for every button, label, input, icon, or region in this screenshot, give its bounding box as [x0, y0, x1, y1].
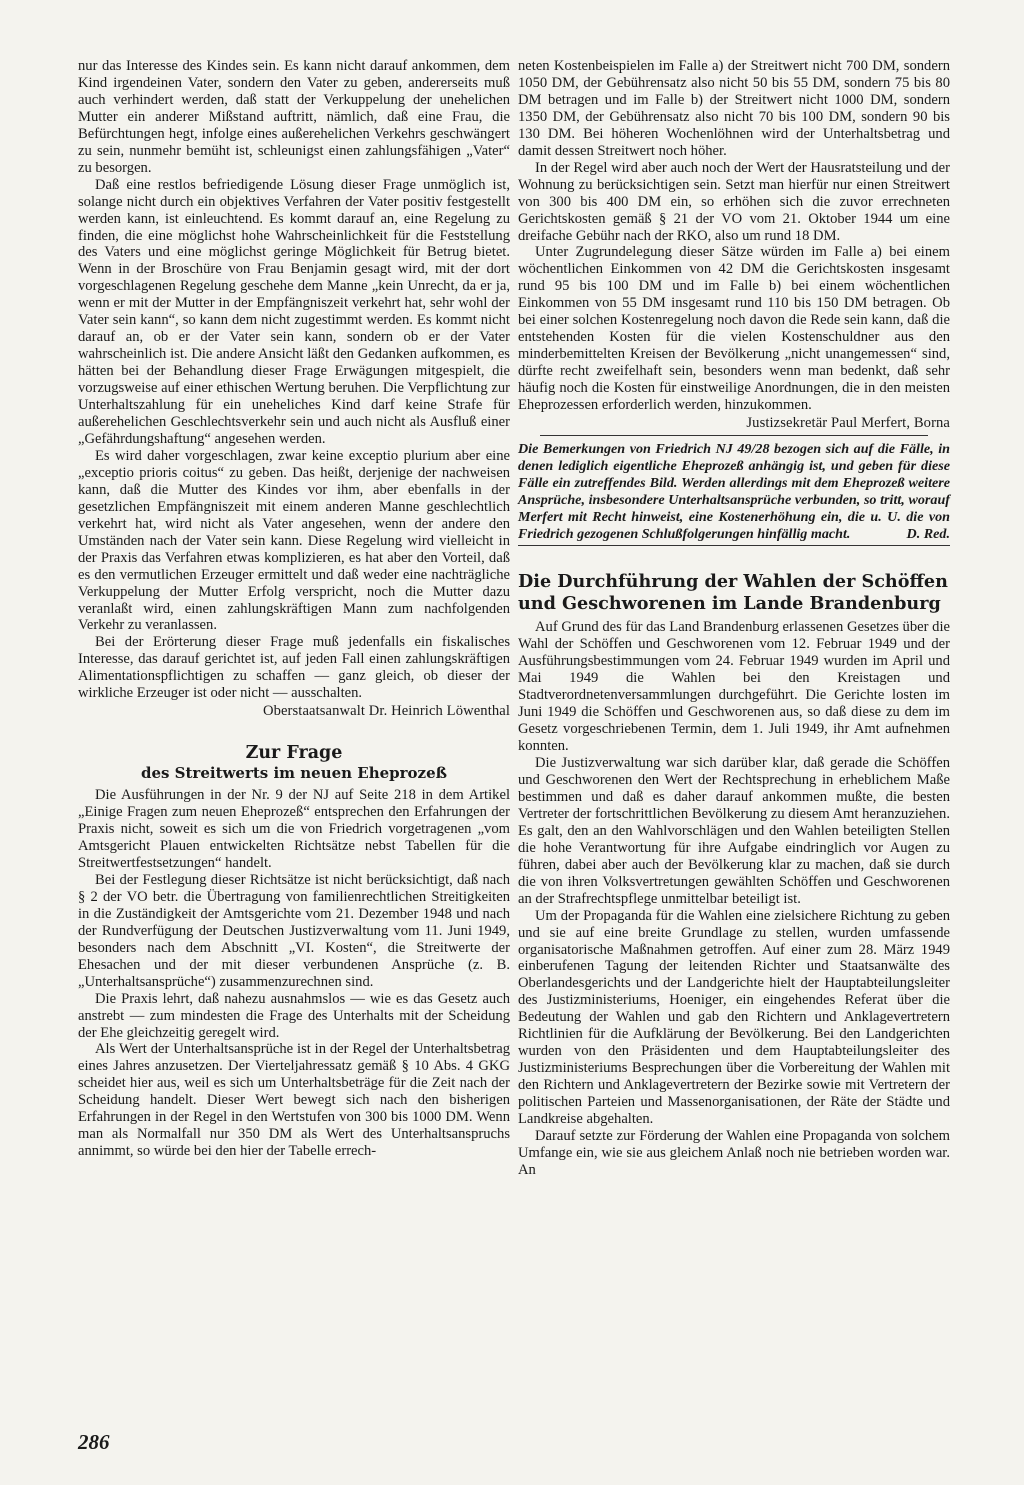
paragraph: In der Regel wird aber auch noch der Wert der Hausratsteilung und der Wohnung zu berücksichtigen sein. Setzt man hierfür nur einen Streitwert von 300 bis 400 DM ein, so erhöhen sich die zuvor errechneten Gerichtskosten gemäß § 21 der VO vom 21. Oktober 1944 um eine dreifache Gebühr nach der RKO, also um rund 18 DM.	[518, 159, 950, 244]
article-heading: Zur Frage	[245, 743, 343, 764]
paragraph: Die Justizverwaltung war sich darüber klar, daß gerade die Schöffen und Geschworenen den Wert der Rechtsprechung in erheblichem Maße bestimmen und daß es daher darauf ankommen mußte, die besten Vertreter der fortschrittlichen Bevölkerung zu diesem Amt heranzuziehen. Es galt, den an den Wahlvorschlägen und den Wahlen beteiligten Stellen die hohe Verantwortung für ihre Aufgabe eindringlich vor Augen zu führen, dabei aber auch der Bevölkerung klar zu machen, daß sie durch die von ihren Volksvertretungen gewählten Schöffen und Geschworenen an der Strafrechtspflege unmittelbar beteiligt ist.	[518, 755, 950, 907]
paragraph: Unter Zugrundelegung dieser Sätze würden im Falle a) bei einem wöchentlichen Einkommen von 42 DM die Gerichtskosten insgesamt rund 95 bis 100 DM und im Falle b) bei einem wöchentlichen Einkommen von 55 DM insgesamt rund 110 bis 150 DM betragen. Ob bei einer solchen Kostenregelung noch davon die Rede sein kann, daß die entstehenden Kosten für die vielen Kostenschuldner aus den minderbemittelten Kreisen der Bevölkerung „nicht unangemessen“ sind, dürfte recht zweifelhaft sein, besonders wenn man bedenkt, daß sehr häufig noch die Kosten für einstweilige Anordnungen, die in den meisten Eheprozessen erforderlich werden, hinzukommen.	[518, 244, 950, 414]
paragraph: Als Wert der Unterhaltsansprüche ist in der Regel der Unterhaltsbetrag eines Jahres anzusetzen. Der Vierteljahressatz gemäß § 10 Abs. 4 GKG scheidet hier aus, weil es sich um Unterhaltsbeträge für die Zeit nach der Scheidung handelt. Dieser Wert bewegt sich nach den bisherigen Erfahrungen in der Regel in den Wertstufen von 300 bis 1000 DM. Wenn man als Normalfall nur 350 DM als Wert des Unterhaltsanspruchs annimmt, so würde bei den hier der Tabelle errech-	[78, 1041, 510, 1160]
editor-note-sign: D. Red.	[906, 525, 950, 542]
right-column	[518, 58, 950, 1179]
article-heading: Die Durchführung der Wahlen der Schöffen und Geschworenen im Lande Brandenburg	[518, 571, 948, 615]
paragraph: Bei der Festlegung dieser Richtsätze ist nicht berücksichtigt, daß nach § 2 der VO betr. die Übertragung von familienrechtlichen Streitigkeiten in die Zuständigkeit der Amtsgerichte vom 21. Dezember 1948 und nach der Rundverfügung der Deutschen Justizverwaltung vom 11. Juni 1949, besonders nach dem Abschnitt „VI. Kosten“, die Streitwerte der Ehesachen und der mit dieser verbundenen Ansprüche (z. B. „Unterhaltsansprüche“) zusammenzurechnen sind.	[78, 871, 510, 990]
paragraph: nur das Interesse des Kindes sein. Es kann nicht darauf ankommen, dem Kind irgendeinen Vater, sondern den Vater zu geben, andererseits muß auch verhindert werden, daß statt der Verkuppelung der unehelichen Mutter ein anderer Mißstand auftritt, nämlich, daß eine Frau, die Befürchtungen hegt, infolge eines außerehelichen Verkehrs geschwängert zu sein, nunmehr bemüht ist, schleunigst einen zahlungsfähigen „Vater“ zu besorgen.	[78, 58, 510, 176]
editor-note-text: Die Bemerkungen von Friedrich NJ 49/28 bezogen sich auf die Fälle, in denen lediglich eigentliche Eheprozeß anhängig ist, und geben für diese Fälle ein zutreffendes Bild. Werden allerdings mit dem Eheprozeß weitere Ansprüche, insbesondere Unterhaltsansprüche verbunden, so tritt, worauf Merfert mit Recht hinweist, eine Kostenerhöhung ein, die u. U. die von Friedrich gezogenen Schlußfolgerungen hinfällig macht.	[518, 440, 950, 542]
divider	[540, 435, 929, 436]
paragraph: Es wird daher vorgeschlagen, zwar keine exceptio plurium aber eine „exceptio prioris coitus“ zu geben. Das heißt, derjenige der nachweisen kann, daß die Mutter des Kindes vor ihm, aber ebenfalls in der gesetzlichen Empfängniszeit mit einem anderen Manne geschlechtlich verkehrt hat, wird nicht als Vater angesehen, wenn der andere den Umständen nach der Vater sein kann. Diese Regelung wird vielleicht in der Praxis das Verfahren etwas komplizieren, es hat aber den Vorteil, daß es den vermutlichen Erzeuger ermittelt und daß weder eine nachträgliche Verkuppelung der Mutter Erfolg verspricht, noch die Mutter dazu veranlaßt wird, einen zahlungskräftigen Mann zum nachfolgenden Verkehr zu veranlassen.	[78, 447, 510, 634]
paragraph: Die Praxis lehrt, daß nahezu ausnahmslos — wie es das Gesetz auch anstrebt — zum mindesten die Frage des Unterhalts mit der Scheidung der Ehe gleichzeitig geregelt wird.	[78, 990, 510, 1041]
paragraph: Daß eine restlos befriedigende Lösung dieser Frage unmöglich ist, solange nicht durch ein objektives Verfahren der Vater positiv festgestellt werden kann, ist einleuchtend. Es kommt darauf an, eine Regelung zu finden, die eine möglichst hohe Wahrscheinlichkeit für die Feststellung des Vaters und eine möglichst geringe Möglichkeit für Betrug bietet. Wenn in der Broschüre von Frau Benjamin gesagt wird, mit der dort vorgeschlagenen Regelung geschehe dem Manne „kein Unrecht, da er ja, wenn er mit der Mutter in der Empfängniszeit verkehrt hat, sehr wohl der Vater sein kann“, so kann dem nicht zugestimmt werden. Es kommt nicht darauf an, ob er der Vater sein kann, sondern ob er der Vater wahrscheinlich ist. Die andere Ansicht läßt den Gedanken aufkommen, es hätten bei der Behandlung dieser Frage Erwägungen mitgespielt, die vorzugsweise auf einer ethischen Wertung beruhen. Die Verpflichtung zur Unterhaltszahlung für ein uneheliches Kind darf keine Strafe für außerehelichen Geschlechtsverkehr sein und auch nicht als Ausfluß einer „Gefährdungshaftung“ angesehen werden.	[78, 176, 510, 447]
paragraph: Auf Grund des für das Land Brandenburg erlassenen Gesetzes über die Wahl der Schöffen und Geschworenen vom 12. Februar 1949 und der Ausführungsbestimmungen vom 24. Februar 1949 wurden im April und Mai 1949 die Wahlen bei den Kreistagen und Stadtverordnetenversammlungen durchgeführt. Die Gerichte losten im Juni 1949 die Schöffen und Geschworenen aus, so daß diese zu dem im Gesetz vorgeschriebenen Termin, dem 1. Juli 1949, ihr Amt aufnehmen konnten.	[518, 619, 950, 755]
article-subheading: des Streitwerts im neuen Eheprozeß	[140, 764, 448, 783]
paragraph: neten Kostenbeispielen im Falle a) der Streitwert nicht 700 DM, sondern 1050 DM, der Gebührensatz also nicht 50 bis 55 DM, sondern 75 bis 80 DM betragen und im Falle b) der Streitwert nicht 1000 DM, sondern 1350 DM, der Gebührensatz also nicht 70 bis 100 DM, sondern 90 bis 130 DM. Bei höheren Wochenlöhnen wird der Unterhaltsbetrag und damit dessen Streitwert noch höher.	[518, 58, 950, 159]
divider	[518, 545, 950, 546]
paragraph: Die Ausführungen in der Nr. 9 der NJ auf Seite 218 in dem Artikel „Einige Fragen zum neuen Eheprozeß“ entsprechen den Erfahrungen der Praxis nicht, soweit es sich um die von Friedrich vorgetragenen „vom Amtsgericht Plauen entwickelten Richtsätze nebst Tabellen für die Streitwertfestsetzungen“ handelt.	[78, 787, 510, 871]
editor-note	[518, 441, 950, 542]
author-signature: Oberstaatsanwalt Dr. Heinrich Löwenthal	[262, 703, 510, 720]
paragraph: Um der Propaganda für die Wahlen eine zielsichere Richtung zu geben und sie auf eine breite Grundlage zu stellen, wurden umfassende organisatorische Maßnahmen getroffen. Auf einer zum 28. März 1949 einberufenen Tagung der leitenden Richter und Staatsanwälte des Oberlandesgerichts und der Landgerichte hielt der Hauptabteilungsleiter des Justizministeriums, Hoeniger, ein eingehendes Referat über die Bedeutung der Wahlen und gab den Richtern und Anklagevertretern Richtlinien für die Aufklärung der Bevölkerung. Bei den Landgerichten wurden von den Präsidenten und dem Hauptabteilungsleiter des Justizministeriums Besprechungen über die Vorbereitung der Wahlen mit den Richtern und Anklagevertretern der Bezirke sowie mit Vertretern der politischen Parteien und Massenorganisationen, der Räte der Städte und Landkreise abgehalten.	[518, 907, 950, 1128]
left-column	[78, 58, 510, 1160]
author-signature: Justizsekretär Paul Merfert, Borna	[746, 415, 950, 432]
paragraph: Bei der Erörterung dieser Frage muß jedenfalls ein fiskalisches Interesse, das darauf gerichtet ist, auf jeden Fall einen zahlungskräftigen Alimentationspflichtigen zu schaffen — ganz gleich, ob dieser der wirkliche Erzeuger ist oder nicht — ausschalten.	[78, 634, 510, 702]
page-number: 286	[78, 1430, 110, 1454]
paragraph: Darauf setzte zur Förderung der Wahlen eine Propaganda von solchem Umfange ein, wie sie aus gleichem Anlaß noch nie betrieben worden war. An	[518, 1128, 950, 1178]
